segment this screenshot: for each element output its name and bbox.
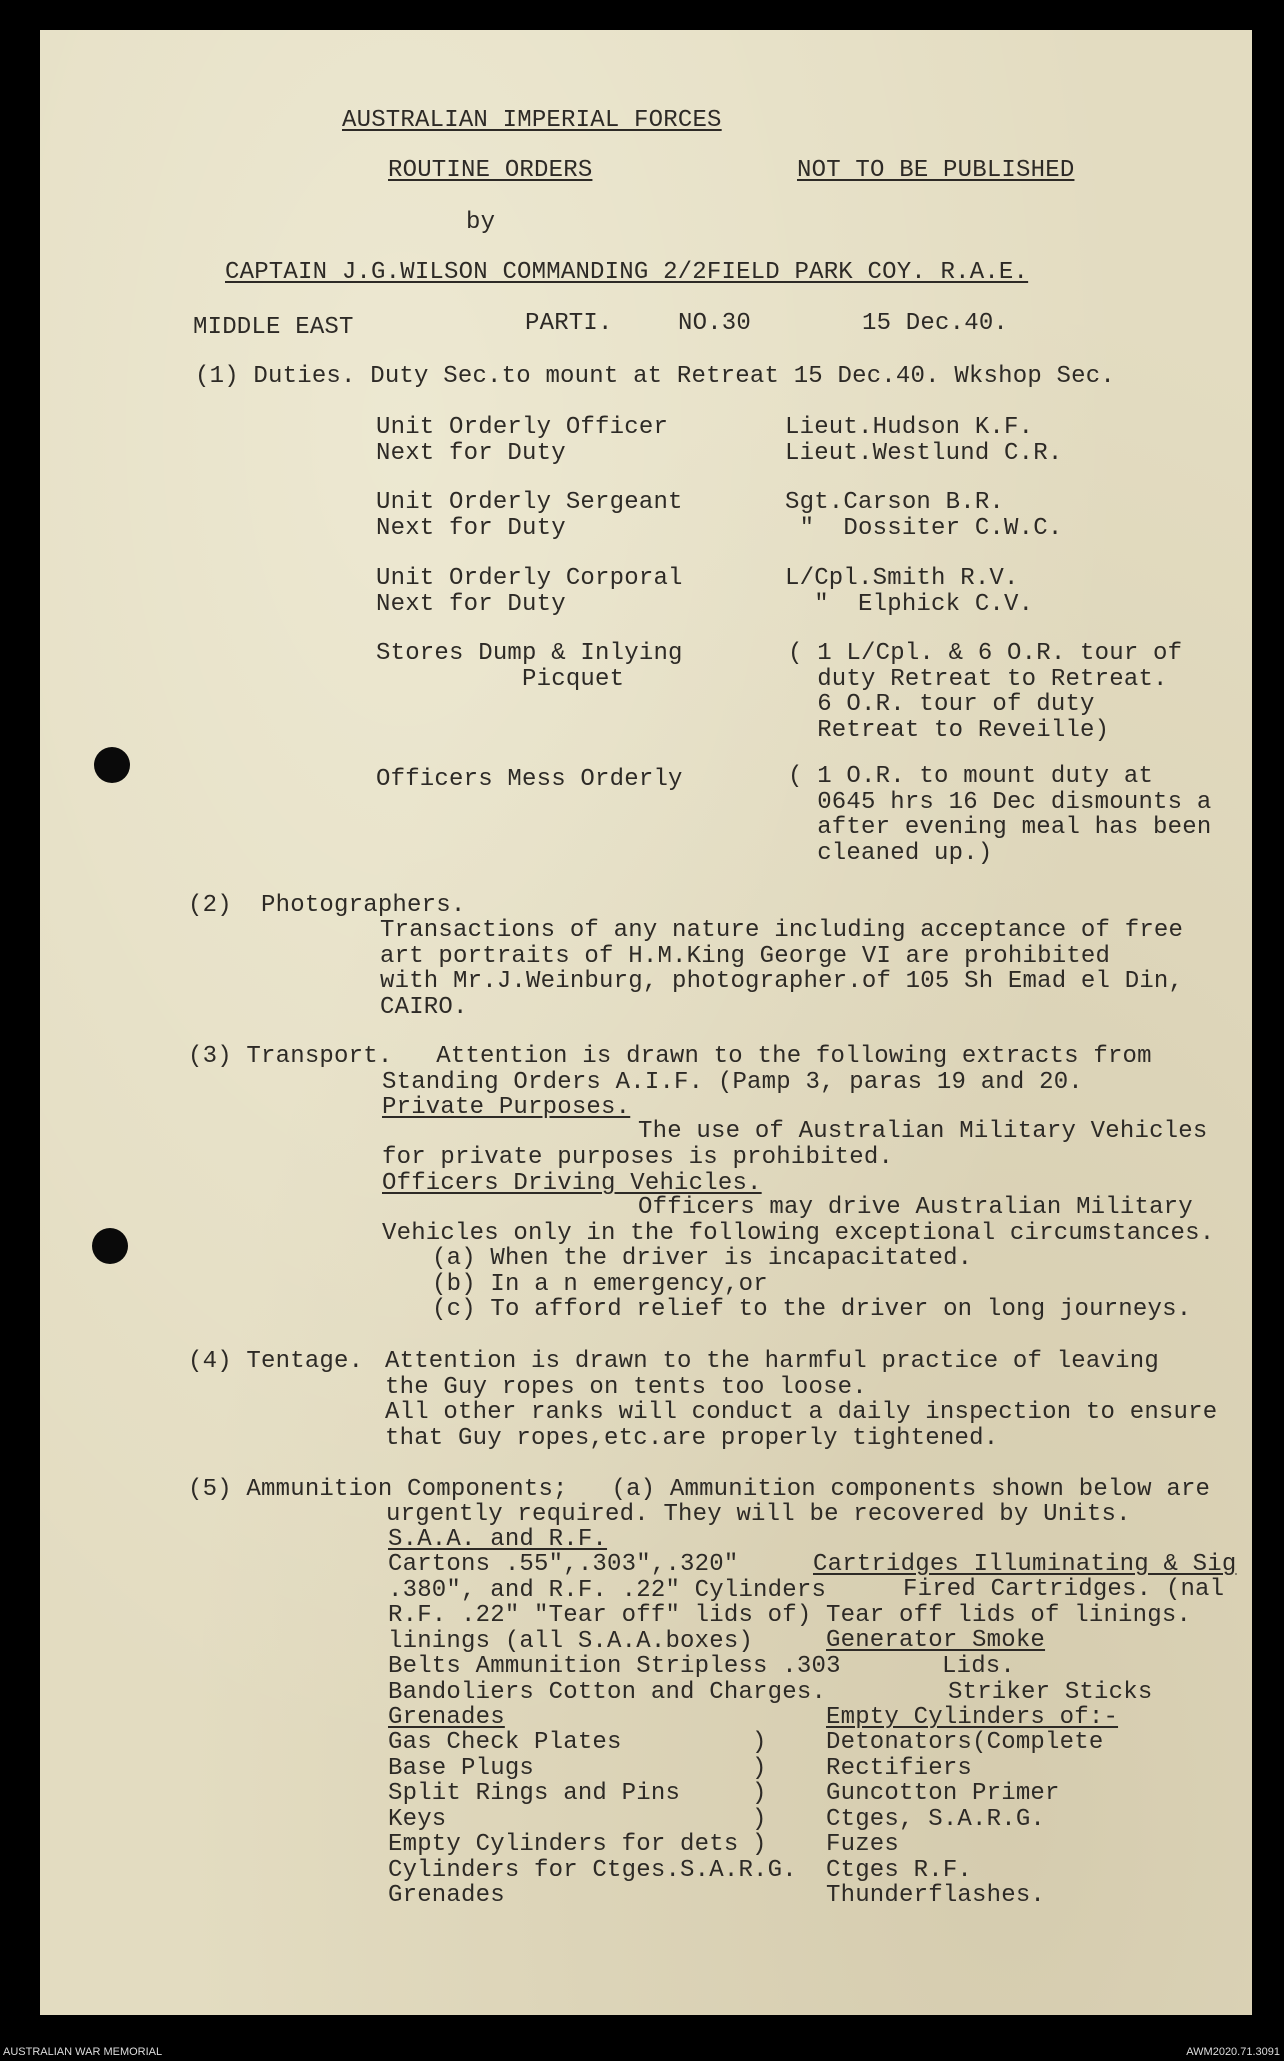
ammunition-line: urgently required. They will be recovered by Units. xyxy=(386,1501,1131,1528)
transport-line: The use of Australian Military Vehicles xyxy=(638,1118,1208,1145)
footer-source: AUSTRALIAN WAR MEMORIAL xyxy=(3,2046,163,2058)
duty-officer-names: Lieut.Hudson K.F. Lieut.Westlund C.R. xyxy=(785,414,1063,467)
punch-hole-bottom xyxy=(92,1228,128,1264)
empty-cylinders-list: Detonators(Complete Rectifiers Guncotton Primer Ctges, S.A.R.G. Fuzes Ctges R.F. Thunderflashes. xyxy=(826,1729,1104,1909)
generator-lids: Lids. xyxy=(942,1653,1016,1680)
punch-hole-top xyxy=(94,747,130,783)
duty-officer-label: Unit Orderly Officer Next for Duty xyxy=(376,414,669,467)
saa-rf-list: Cartons .55",.303",.320" .380", and R.F. .22" Cylinders R.F. .22" "Tear off" lids of) linings (all S.A.A.boxes) Belts Ammunition Stripless .303 Bandoliers Cotton and Charges. xyxy=(388,1551,841,1706)
tear-off-lids: Tear off lids of linings. xyxy=(826,1602,1192,1629)
cartridges-illuminating-heading: Cartridges Illuminating & Sig xyxy=(813,1551,1237,1578)
duty-sergeant-names: Sgt.Carson B.R. " Dossiter C.W.C. xyxy=(785,489,1063,542)
photographers-body: Transactions of any nature including acceptance of free art portraits of H.M.King George VI are prohibited with Mr.J.Weinburg, photographer.of 105 Sh Emad el Din, CAIRO. xyxy=(380,917,1184,1021)
duties-heading: (1) Duties. Duty Sec.to mount at Retreat 15 Dec.40. Wkshop Sec. xyxy=(195,363,1115,390)
photographers-heading: (2) Photographers. xyxy=(188,892,466,919)
duty-corporal-names: L/Cpl.Smith R.V. " Elphick C.V. xyxy=(785,565,1034,618)
officers-driving-heading: Officers Driving Vehicles. xyxy=(382,1170,762,1197)
stores-dump-label: Stores Dump & Inlying Picquet xyxy=(376,640,683,693)
not-published-heading: NOT TO BE PUBLISHED xyxy=(797,157,1075,184)
location: MIDDLE EAST xyxy=(193,314,354,341)
generator-smoke-heading: Generator Smoke xyxy=(826,1627,1046,1654)
order-number: NO.30 xyxy=(678,310,752,337)
empty-cylinders-heading: Empty Cylinders of:- xyxy=(826,1704,1119,1731)
mess-orderly-label: Officers Mess Orderly xyxy=(376,766,683,793)
transport-line: Standing Orders A.I.F. (Pamp 3, paras 19 and 20. xyxy=(382,1069,1083,1096)
duty-sergeant-label: Unit Orderly Sergeant Next for Duty xyxy=(376,489,683,542)
captain-heading: CAPTAIN J.G.WILSON COMMANDING 2/2FIELD PARK COY. R.A.E. xyxy=(225,259,1029,286)
tentage-heading: (4) Tentage. xyxy=(188,1348,364,1375)
duty-corporal-label: Unit Orderly Corporal Next for Duty xyxy=(376,565,683,618)
grenades-list: Gas Check Plates Base Plugs Split Rings and Pins Keys Empty Cylinders for dets Cylinders for Ctges.S.A.R.G. Grenades xyxy=(388,1729,797,1909)
saa-rf-heading: S.A.A. and R.F. xyxy=(388,1526,608,1553)
transport-heading: (3) Transport. Attention is drawn to the following extracts from xyxy=(188,1043,1152,1070)
ammunition-heading: (5) Ammunition Components; (a) Ammunition components shown below are xyxy=(188,1476,1211,1503)
tentage-body: Attention is drawn to the harmful practice of leaving the Guy ropes on tents too loose. All other ranks will conduct a daily inspection to ensure that Guy ropes,etc.are properly tightened. xyxy=(385,1348,1218,1452)
routine-orders-heading: ROUTINE ORDERS xyxy=(388,157,593,184)
grenades-heading: Grenades xyxy=(388,1704,505,1731)
transport-line: Vehicles only in the following exceptional circumstances. xyxy=(382,1220,1215,1247)
striker-sticks: Striker Sticks xyxy=(948,1679,1153,1706)
transport-line: for private purposes is prohibited. xyxy=(382,1144,894,1171)
by-text: by xyxy=(466,209,496,236)
footer-reference: AWM2020.71.3091 xyxy=(1186,2046,1280,2058)
grenades-brackets: ) ) ) ) ) xyxy=(752,1729,767,1858)
part-label: PARTI. xyxy=(525,310,613,337)
private-purposes-heading: Private Purposes. xyxy=(382,1094,631,1121)
mess-orderly-detail: ( 1 O.R. to mount duty at 0645 hrs 16 Dec dismounts a after evening meal has been cleaned up.) xyxy=(788,763,1212,867)
transport-line: Officers may drive Australian Military xyxy=(638,1194,1193,1221)
fired-cartridges: Fired Cartridges. (nal xyxy=(903,1576,1225,1603)
order-date: 15 Dec.40. xyxy=(862,310,1009,337)
org-heading: AUSTRALIAN IMPERIAL FORCES xyxy=(342,107,722,134)
stores-dump-detail: ( 1 L/Cpl. & 6 O.R. tour of duty Retreat to Retreat. 6 O.R. tour of duty Retreat to Reveille) xyxy=(788,640,1183,744)
transport-circumstances: (a) When the driver is incapacitated. (b) In a n emergency,or (c) To afford relief to the driver on long journeys. xyxy=(432,1245,1192,1323)
